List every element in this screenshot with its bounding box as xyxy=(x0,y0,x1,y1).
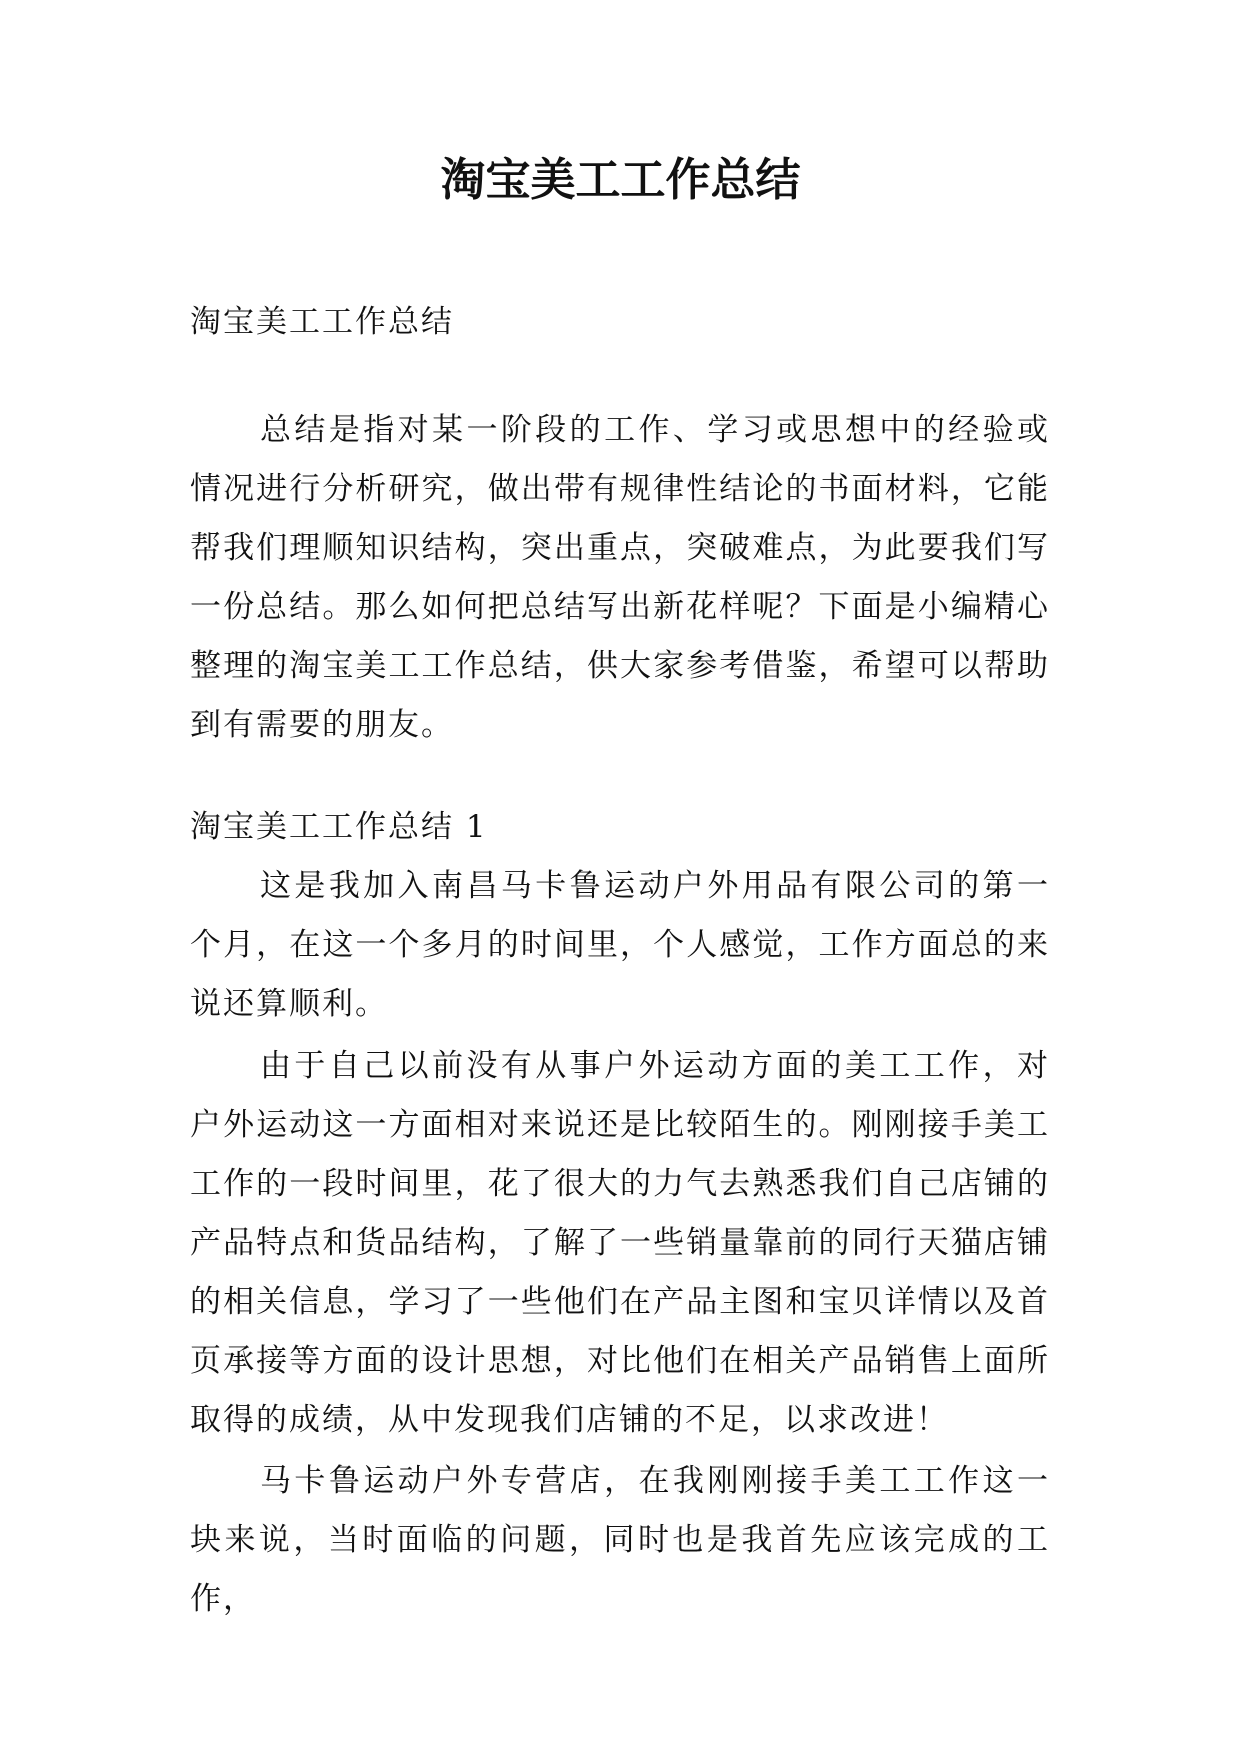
body-paragraph-3: 马卡鲁运动户外专营店，在我刚刚接手美工工作这一块来说，当时面临的问题，同时也是我首先应该完成的工作， xyxy=(190,1463,1050,1617)
intro-paragraph: 总结是指对某一阶段的工作、学习或思想中的经验或情况进行分析研究，做出带有规律性结论的书面材料，它能帮我们理顺知识结构，突出重点，突破难点，为此要我们写一份总结。那么如何把总结写出新花样呢？下面是小编精心整理的淘宝美工工作总结，供大家参考借鉴，希望可以帮助到有需要的朋友。 xyxy=(190,412,1050,743)
section-heading: 淘宝美工工作总结 1 xyxy=(190,809,488,845)
document-subtitle: 淘宝美工工作总结 xyxy=(190,304,454,340)
body-paragraph-2: 由于自己以前没有从事户外运动方面的美工工作，对户外运动这一方面相对来说还是比较陌生的。刚刚接手美工工作的一段时间里，花了很大的力气去熟悉我们自己店铺的产品特点和货品结构，了解了一些销量靠前的同行天猫店铺的相关信息，学习了一些他们在产品主图和宝贝详情以及首页承接等方面的设计思想，对比他们在相关产品销售上面所取得的成绩，从中发现我们店铺的不足，以求改进！ xyxy=(190,1048,1050,1438)
body-paragraph-1: 这是我加入南昌马卡鲁运动户外用品有限公司的第一个月，在这一个多月的时间里，个人感觉，工作方面总的来说还算顺利。 xyxy=(190,868,1050,1022)
document-title: 淘宝美工工作总结 xyxy=(440,153,801,206)
